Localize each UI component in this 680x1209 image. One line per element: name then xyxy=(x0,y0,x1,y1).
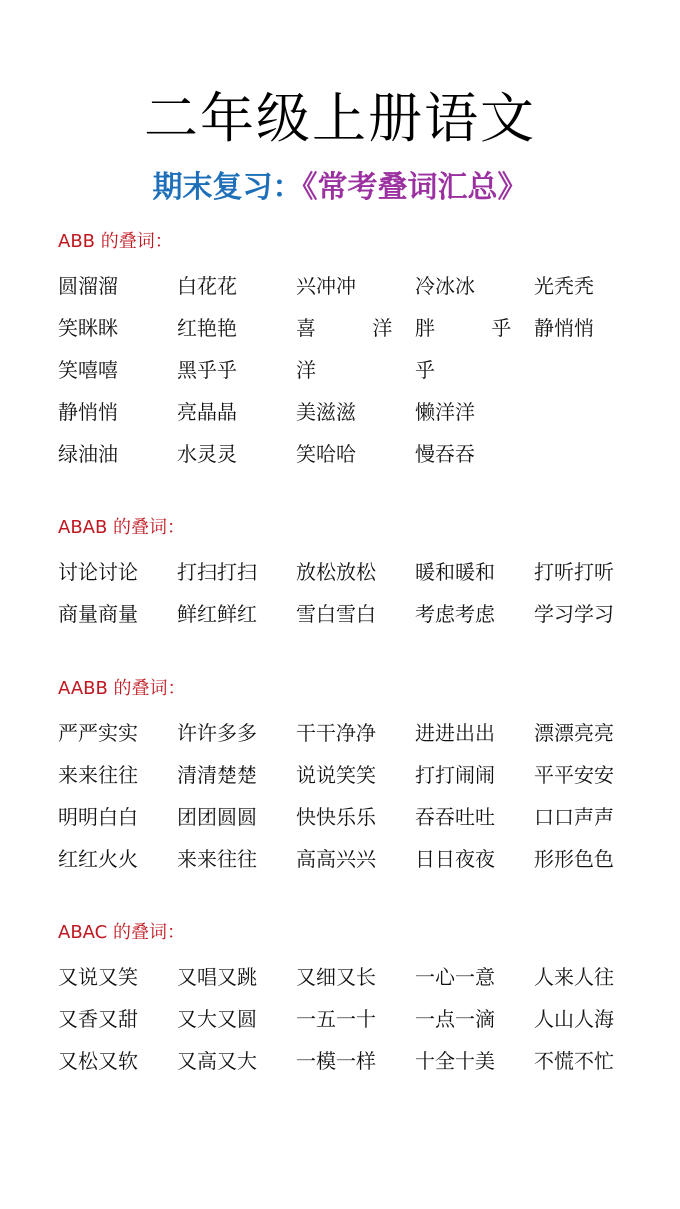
word: 商量商量 xyxy=(58,602,138,626)
word: 懒洋洋 xyxy=(415,400,475,424)
section-heading: AABB 的叠词： xyxy=(58,678,186,699)
word-wrap: 乎 xyxy=(415,358,435,382)
word: 静悄悄 xyxy=(534,316,594,340)
subtitle-main: 《常考叠词汇总》 xyxy=(302,170,528,205)
word: 美滋滋 xyxy=(296,400,356,424)
word: 一心一意 xyxy=(415,965,495,989)
word: 平平安安 xyxy=(534,763,614,787)
word: 讨论讨论 xyxy=(58,560,138,584)
word: 黑乎乎 xyxy=(177,358,237,382)
word: 又说又笑 xyxy=(58,965,138,989)
word: 一点一滴 xyxy=(415,1007,495,1031)
word: 笑哈哈 xyxy=(296,442,356,466)
word: 十全十美 xyxy=(415,1049,495,1073)
word: 圆溜溜 xyxy=(58,274,118,298)
word: 日日夜夜 xyxy=(415,847,495,871)
word: 明明白白 xyxy=(58,805,138,829)
word: 鲜红鲜红 xyxy=(177,602,257,626)
word xyxy=(534,391,653,433)
word: 口口声声 xyxy=(534,805,614,829)
word: 又高又大 xyxy=(177,1049,257,1073)
word: 又大又圆 xyxy=(177,1007,257,1031)
word: 一模一样 xyxy=(296,1049,376,1073)
word: 白花花 xyxy=(177,274,237,298)
word: 不慌不忙 xyxy=(534,1049,614,1073)
word: 光秃秃 xyxy=(534,274,594,298)
section-heading: ABB 的叠词： xyxy=(58,231,173,252)
word: 放松放松 xyxy=(296,560,376,584)
word: 慢吞吞 xyxy=(415,442,475,466)
section-aabb xyxy=(58,676,638,880)
section-heading: ABAC 的叠词： xyxy=(58,922,185,943)
word: 进进出出 xyxy=(415,721,495,745)
word: 许许多多 xyxy=(177,721,257,745)
word: 团团圆圆 xyxy=(177,805,257,829)
section-abab xyxy=(58,515,638,635)
word: 一五一十 xyxy=(296,1007,376,1031)
word: 又唱又跳 xyxy=(177,965,257,989)
page-title: 二年级上册语文 xyxy=(144,87,536,150)
word: 红红火火 xyxy=(58,847,138,871)
word-grid xyxy=(58,265,638,475)
word: 打扫打扫 xyxy=(177,560,257,584)
word: 又松又软 xyxy=(58,1049,138,1073)
word: 来来往往 xyxy=(177,847,257,871)
word: 人来人往 xyxy=(534,965,614,989)
word: 打打闹闹 xyxy=(415,763,495,787)
word: 高高兴兴 xyxy=(296,847,376,871)
page-subtitle xyxy=(0,166,680,210)
word: 吞吞吐吐 xyxy=(415,805,495,829)
word: 雪白雪白 xyxy=(296,602,376,626)
word-grid xyxy=(58,956,638,1082)
word: 快快乐乐 xyxy=(296,805,376,829)
word: 来来往往 xyxy=(58,763,138,787)
word-wrap: 洋 xyxy=(296,358,316,382)
word: 干干净净 xyxy=(296,721,376,745)
word: 又细又长 xyxy=(296,965,376,989)
word: 人山人海 xyxy=(534,1007,614,1031)
section-abb xyxy=(58,229,638,475)
word: 形形色色 xyxy=(534,847,614,871)
word: 水灵灵 xyxy=(177,442,237,466)
word-grid xyxy=(58,551,638,635)
word: 严严实实 xyxy=(58,721,138,745)
word: 笑嘻嘻 xyxy=(58,358,118,382)
word-grid xyxy=(58,712,638,880)
word: 笑眯眯 xyxy=(58,316,118,340)
word: 又香又甜 xyxy=(58,1007,138,1031)
word-justified: 喜 洋 xyxy=(296,316,393,340)
word: 红艳艳 xyxy=(177,316,237,340)
section-abac xyxy=(58,920,638,1082)
word: 考虑考虑 xyxy=(415,602,495,626)
word xyxy=(534,433,653,475)
word: 亮晶晶 xyxy=(177,400,237,424)
word xyxy=(534,349,653,391)
word: 打听打听 xyxy=(534,560,614,584)
word: 绿油油 xyxy=(58,442,118,466)
word: 兴冲冲 xyxy=(296,274,356,298)
section-heading: ABAB 的叠词： xyxy=(58,517,186,538)
word: 说说笑笑 xyxy=(296,763,376,787)
subtitle-prefix: 期末复习： xyxy=(152,170,303,205)
word-justified: 胖 乎 xyxy=(415,316,512,340)
word: 冷冰冰 xyxy=(415,274,475,298)
word: 漂漂亮亮 xyxy=(534,721,614,745)
word: 清清楚楚 xyxy=(177,763,257,787)
word: 静悄悄 xyxy=(58,400,118,424)
word: 学习学习 xyxy=(534,602,614,626)
word: 暖和暖和 xyxy=(415,560,495,584)
